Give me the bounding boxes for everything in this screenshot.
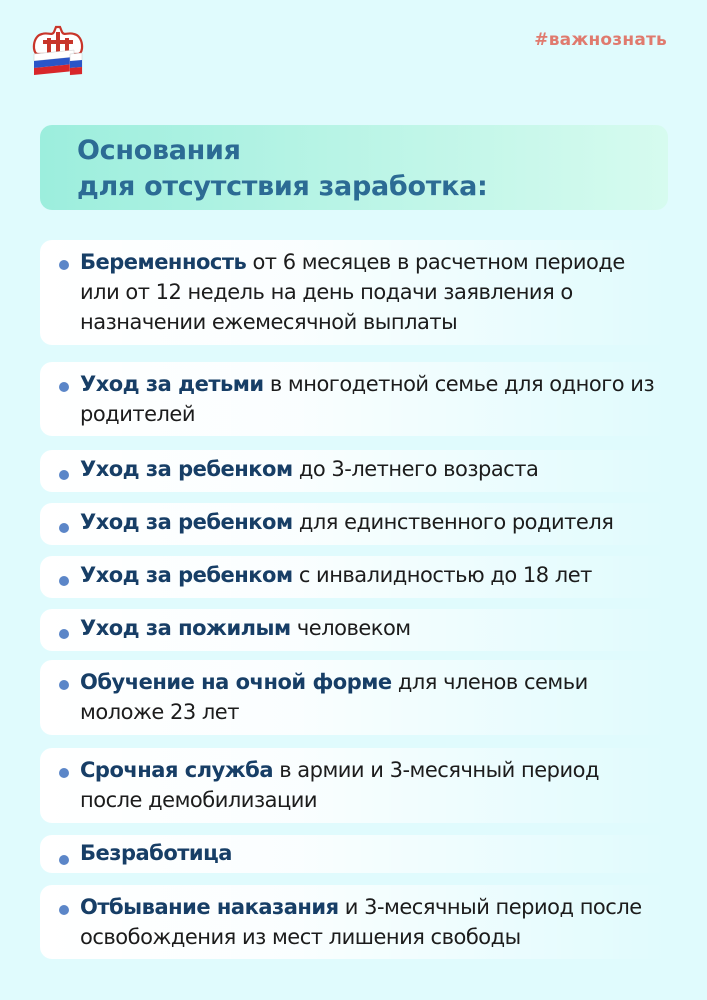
hashtag-label[interactable]: #важнознать xyxy=(534,30,667,50)
item-bold: Уход за детьми xyxy=(80,372,264,396)
item-bold: Уход за ребенком xyxy=(80,563,293,587)
bullet-icon xyxy=(59,576,69,586)
list-item xyxy=(40,556,670,598)
item-bold: Уход за ребенком xyxy=(80,457,293,481)
item-bold: Уход за пожилым xyxy=(80,616,291,640)
list-item xyxy=(40,240,670,345)
item-text: человеком xyxy=(290,616,411,640)
item-text: для единственного родителя xyxy=(292,510,614,534)
item-text: от 6 месяцев в расчетном периоде или от 12 недель на день подачи заявления о назначении ежемесячной выплаты xyxy=(80,250,625,334)
bullet-icon xyxy=(59,905,69,915)
list-item xyxy=(40,450,670,492)
bullet-icon xyxy=(59,680,69,690)
item-bold: Срочная служба xyxy=(80,758,274,782)
item-bold: Беременность xyxy=(80,250,247,274)
list-item xyxy=(40,835,670,873)
title-line-1: Основания xyxy=(77,135,241,166)
bullet-icon xyxy=(59,523,69,533)
bullet-icon xyxy=(59,470,69,480)
list-item xyxy=(40,503,670,545)
pfr-logo-icon xyxy=(30,24,86,76)
page-title xyxy=(77,133,488,205)
title-banner xyxy=(40,125,668,210)
title-line-2: для отсутствия заработка: xyxy=(77,171,488,202)
item-text: с инвалидностью до 18 лет xyxy=(292,563,592,587)
item-text: в многодетной семье для одного из родителей xyxy=(80,372,655,426)
list-item xyxy=(40,362,670,436)
bullet-icon xyxy=(59,382,69,392)
list-item xyxy=(40,885,670,959)
item-text: для членов семьи моложе 23 лет xyxy=(80,670,588,724)
bullet-icon xyxy=(59,629,69,639)
bullet-icon xyxy=(59,768,69,778)
list-item xyxy=(40,748,670,823)
bullet-icon xyxy=(59,260,69,270)
item-text: в армии и 3-месячный период после демобилизации xyxy=(80,758,599,812)
bullet-icon xyxy=(59,855,69,865)
item-bold: Уход за ребенком xyxy=(80,510,293,534)
item-bold: Безработица xyxy=(80,841,232,865)
item-bold: Обучение на очной форме xyxy=(80,670,392,694)
list-item xyxy=(40,609,670,651)
item-text: и 3-месячный период после освобождения из мест лишения свободы xyxy=(80,895,642,949)
item-bold: Отбывание наказания xyxy=(80,895,339,919)
list-item xyxy=(40,660,670,735)
item-text: до 3-летнего возраста xyxy=(292,457,539,481)
